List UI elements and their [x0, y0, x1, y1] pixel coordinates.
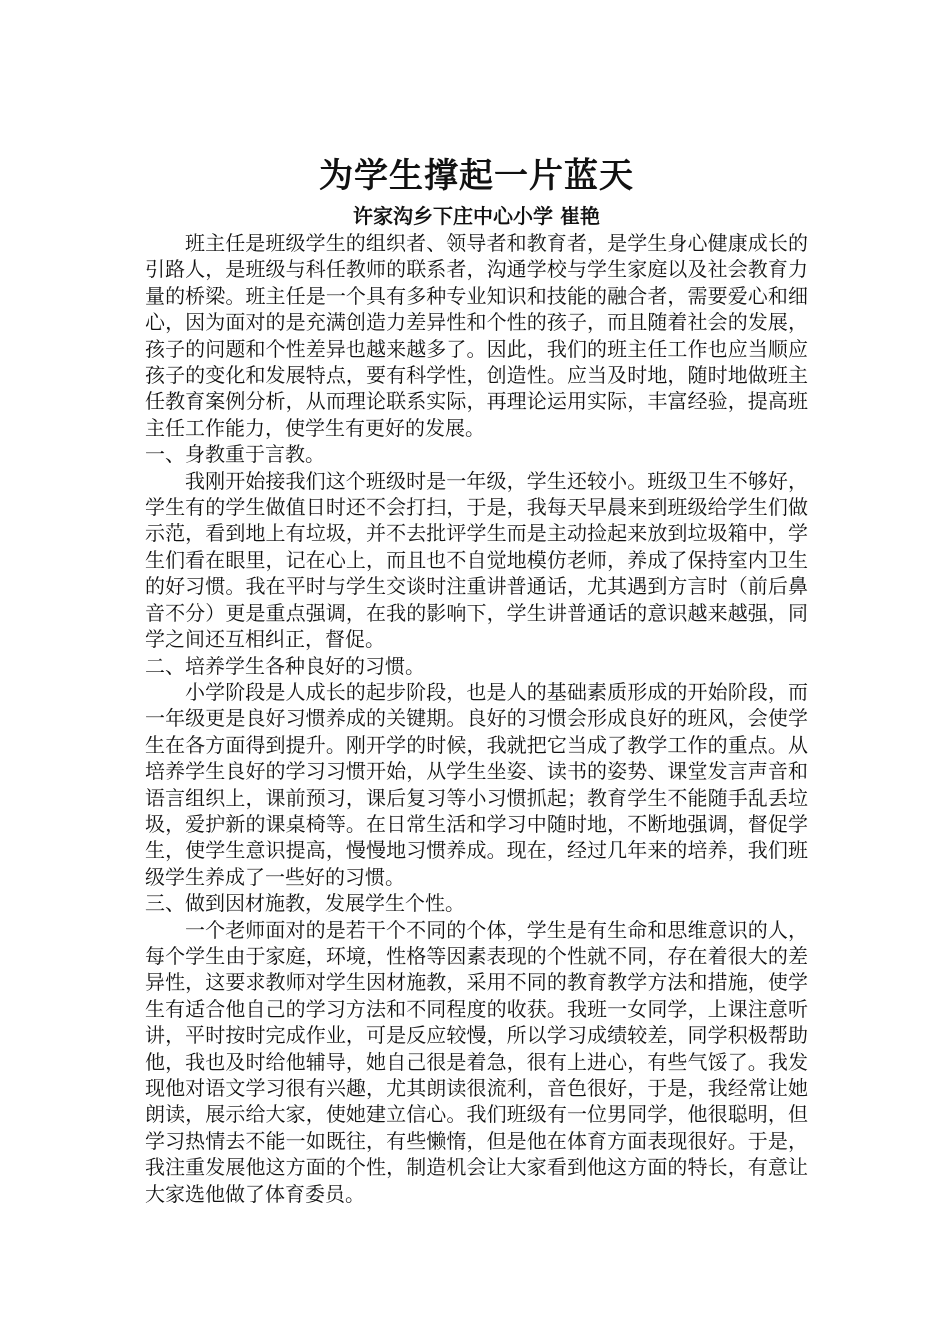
section-body-2: 小学阶段是人成长的起步阶段，也是人的基础素质形成的开始阶段，而一年级更是良好习惯养成的关键期。良好的习惯会形成良好的班风，会使学生在各方面得到提升。刚开学的时候，我就把它当成了教学工作的重点。从培养学生良好的学习习惯开始，从学生坐姿、读书的姿势、课堂发言声音和语言组织上，课前预习，课后复习等小习惯抓起；教育学生不能随手乱丢垃圾，爱护新的课桌椅等。在日常生活和学习中随时地，不断地强调，督促学生，使学生意识提高，慢慢地习惯养成。现在，经过几年来的培养，我们班级学生养成了一些好的习惯。 [145, 679, 808, 889]
document-title: 为学生撑起一片蓝天 [319, 156, 634, 196]
document-page [145, 150, 808, 1207]
section-body-1: 我刚开始接我们这个班级时是一年级，学生还较小。班级卫生不够好，学生有的学生做值日时还不会打扫，于是，我每天早晨来到班级给学生们做示范，看到地上有垃圾，并不去批评学生而是主动捡起来放到垃圾箱中，学生们看在眼里，记在心上，而且也不自觉地模仿老师，养成了保持室内卫生的好习惯。我在平时与学生交谈时注重讲普通话，尤其遇到方言时（前后鼻音不分）更是重点强调，在我的影响下，学生讲普通话的意识越来越强，同学之间还互相纠正，督促。 [145, 468, 808, 652]
author-line: 许家沟乡下庄中心小学 崔艳 [353, 204, 600, 228]
intro-paragraph: 班主任是班级学生的组织者、领导者和教育者，是学生身心健康成长的引路人，是班级与科任教师的联系者，沟通学校与学生家庭以及社会教育力量的桥梁。班主任是一个具有多种专业知识和技能的融合者，需要爱心和细心，因为面对的是充满创造力差异性和个性的孩子，而且随着社会的发展，孩子的问题和个性差异也越来越多了。因此，我们的班主任工作也应当顺应孩子的变化和发展特点，要有科学性，创造性。应当及时地，随时地做班主任教育案例分析，从而理论联系实际，再理论运用实际，丰富经验，提高班主任工作能力，使学生有更好的发展。 [145, 231, 808, 440]
section-heading-1: 一、身教重于言教。 [145, 442, 325, 467]
section-heading-2: 二、培养学生各种良好的习惯。 [145, 653, 425, 678]
section-body-3: 一个老师面对的是若干个不同的个体，学生是有生命和思维意识的人，每个学生由于家庭，环境，性格等因素表现的个性就不同，存在着很大的差异性，这要求教师对学生因材施教，采用不同的教育教学方法和措施，使学生有适合他自己的学习方法和不同程度的收获。我班一女同学，上课注意听讲，平时按时完成作业，可是反应较慢，所以学习成绩较差，同学积极帮助他，我也及时给他辅导，她自己很是着急，很有上进心，有些气馁了。我发现他对语文学习很有兴趣，尤其朗读很流利，音色很好，于是，我经常让她朗读，展示给大家，使她建立信心。我们班级有一位男同学，他很聪明，但学习热情去不能一如既往，有些懒惰，但是他在体育方面表现很好。于是，我注重发展他这方面的个性，制造机会让大家看到他这方面的特长，有意让大家选他做了体育委员。 [145, 917, 808, 1206]
section-heading-3: 三、做到因材施教，发展学生个性。 [145, 891, 465, 916]
